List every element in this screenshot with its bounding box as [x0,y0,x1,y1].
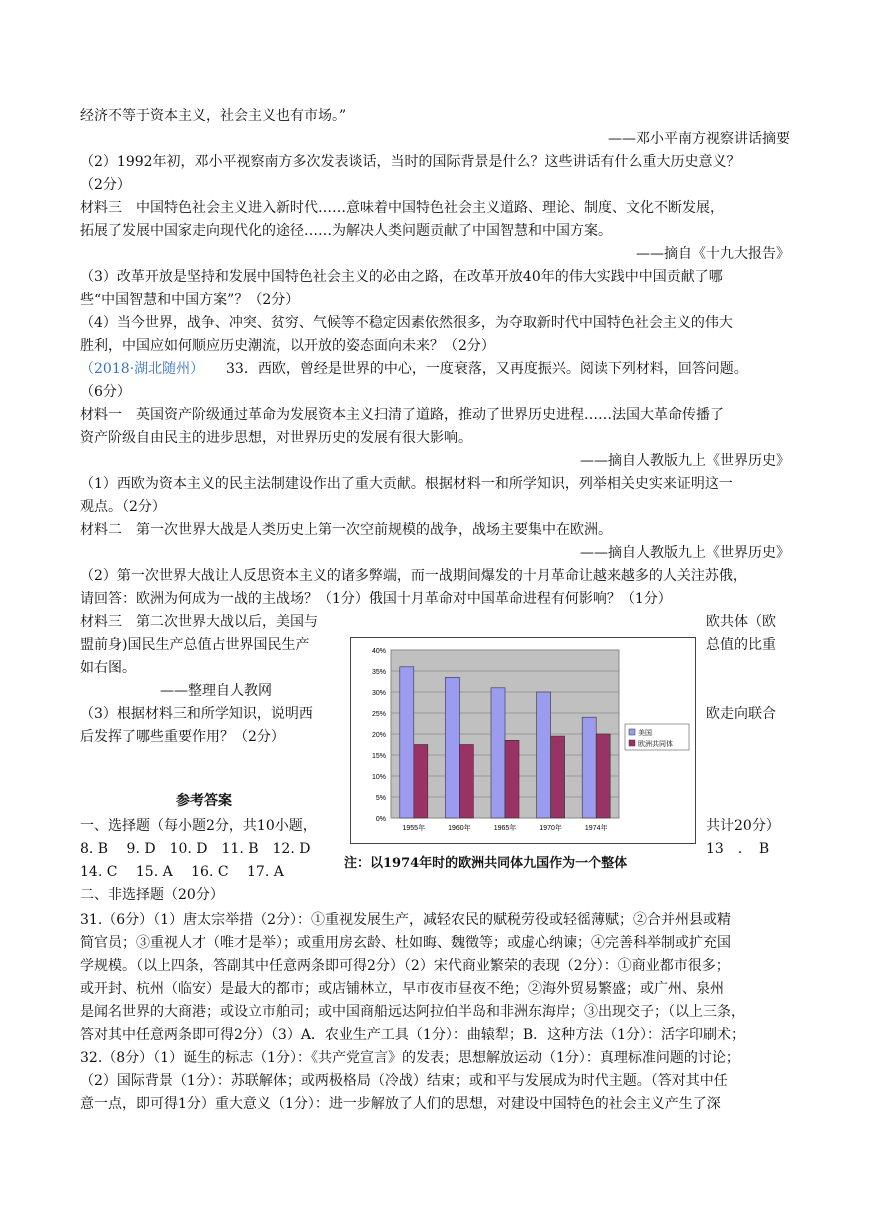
x-tick-label: 1955年 [402,825,426,832]
text-line: 材料三 中国特色社会主义进入新时代……意味着中国特色社会主义道路、理论、制度、文化不断发展， [80,200,724,216]
text-line: 请回答：欧洲为何成为一战的主战场？（1分）俄国十月革命对中国革命进程有何影响？（1分） [80,591,672,607]
y-tick-label: 5% [375,795,386,802]
bar-usa [537,692,551,818]
text-line: 答对其中任意两条即可得2分）（3）A．农业生产工具（1分）：曲辕犁；B．这种方法（1分）：活字印刷术； [80,1027,746,1043]
text-line: （1）西欧为资本主义的民主法制建设作出了重大贡献。根据材料一和所学知识，列举相关史实来证明这一 [80,476,733,492]
text-line: 经济不等于资本主义，社会主义也有市场。” [80,108,347,124]
text-line: 13 ． B [706,841,770,857]
bar-ec [551,736,565,818]
text-line: ——整理自人教网 [160,683,272,699]
text-line: 学规模。（以上四条，答副其中任意两条即可得2分）（2）宋代商业繁荣的表现（2分）：①商业都市很多； [80,958,730,974]
y-tick-label: 15% [371,753,386,760]
y-tick-label: 25% [371,711,386,718]
bar-ec [459,745,473,819]
text-line: 些“中国智慧和中国方案”？（2分） [80,292,300,308]
text-line: 二、非选择题（20分） [80,887,224,903]
legend-label: 美国 [638,730,652,737]
text-line: 8. B 9. D 10. D 11. B 12. D [80,841,311,857]
text-line: （2）国际背景（1分）：苏联解体；或两极格局（冷战）结束；或和平与发展成为时代主题。（答对其中任 [80,1073,728,1089]
bar-ec [596,734,610,818]
text-line: 材料一 英国资产阶级通过革命为发展资本主义扫清了道路，推动了世界历史进程……法国大革命传播了 [80,407,724,423]
text-line: 共计20分） [706,818,780,834]
legend-label: 欧洲共同体 [638,741,673,748]
text-line: ——摘自《十九大报告》 [636,246,790,262]
text-line: ——摘自人教版九上《世界历史》 [580,453,790,469]
bar-usa [445,677,459,818]
x-tick-label: 1970年 [539,825,562,832]
text-line: 拓展了发展中国家走向现代化的途径……为解决人类问题贡献了中国智慧和中国方案。 [80,223,612,239]
text-line: （6分） [80,384,131,400]
text-line: 14. C 15. A 16. C 17. A [80,864,284,880]
y-tick-label: 0% [375,816,386,823]
gnp-share-chart [350,637,696,844]
y-tick-label: 40% [371,648,386,655]
text-line: 是闻名世界的大商港；或设立市舶司；或中国商船远达阿拉伯半岛和非洲东海岸；③出现交子；（以上三条， [80,1004,745,1020]
text-line: （2分） [80,177,131,193]
x-tick-label: 1974年 [584,825,608,832]
y-tick-label: 20% [371,732,386,739]
text-line: （2）第一次世界大战让人反思资本主义的诸多弊端，而一战期间爆发的十月革命让越来越多的人关注苏俄， [80,568,747,584]
text-line: ——邓小平南方视察讲话摘要 [608,131,790,147]
bar-ec [505,740,519,818]
bar-ec [414,745,428,819]
text-line: 盟前身)国民生产总值占世界国民生产 [80,637,310,653]
text-line: 资产阶级自由民主的进步思想，对世界历史的发展有很大影响。 [80,430,472,446]
text-line: 如右图。 [80,660,136,676]
text-line: 意一点，即可得1分）重大意义（1分）：进一步解放了人们的思想，对建设中国特色的社会主义产生了深 [80,1096,721,1112]
chart-canvas [351,638,695,843]
y-tick-label: 35% [371,669,386,676]
text-line: 32.（8分）（1）诞生的标志（1分）：《共产党宣言》的发表；思想解放运动（1分）：真理标准问题的讨论； [80,1050,740,1066]
text-line: 观点。（2分） [80,499,166,515]
chart-note: 注：以1974年时的欧洲共同体九国作为一个整体 [344,856,628,871]
y-tick-label: 30% [371,690,386,697]
text-line: 材料三 第二次世界大战以后，美国与 [80,614,318,630]
text-line: 或开封、杭州（临安）是最大的都市；或店铺林立，早市夜市昼夜不绝；②海外贸易繁盛；或广州、泉州 [80,981,724,997]
source-tag: （2018·湖北随州） [80,361,205,377]
answer-title: 参考答案 [176,793,232,809]
bar-usa [491,688,505,818]
text-line: 材料二 第一次世界大战是人类历史上第一次空前规模的战争，战场主要集中在欧洲。 [80,522,612,538]
x-tick-label: 1965年 [493,825,517,832]
text-line: （3）改革开放是坚持和发展中国特色社会主义的必由之路，在改革开放40年的伟大实践中中国贡献了哪 [80,269,723,285]
text-line: 胜利，中国应如何顺应历史潮流，以开放的姿态面向未来？（2分） [80,338,495,354]
text-line: ——摘自人教版九上《世界历史》 [580,545,790,561]
text-line: （2）1992年初，邓小平视察南方多次发表谈话，当时的国际背景是什么？这些讲话有什么重大历史意义？ [80,154,741,170]
text-line: 欧走向联合 [706,706,776,722]
y-tick-label: 10% [371,774,386,781]
legend-swatch [629,729,635,735]
legend-swatch [629,740,635,746]
text-line: 后发挥了哪些重要作用？（2分） [80,729,285,745]
bar-usa [582,717,596,818]
text-line: 一、选择题（每小题2分，共10小题， [80,818,317,834]
question-stem: 33．西欧，曾经是世界的中心，一度衰落，又再度振兴。阅读下列材料，回答问题。 [226,361,748,377]
text-line: 31.（6分）（1）唐太宗举措（2分）：①重视发展生产，减轻农民的赋税劳役或轻徭薄赋；②合并州县或精 [80,912,731,928]
text-line: 欧共体（欧 [706,614,776,630]
x-tick-label: 1960年 [448,825,471,832]
text-line: 简官员；③重视人才（唯才是举）；或重用房玄龄、杜如晦、魏徵等；或虚心纳谏；④完善科举制或扩充国 [80,935,731,951]
text-line: （3）根据材料三和所学知识，说明西 [80,706,313,722]
text-line: 总值的比重 [706,637,776,653]
bar-usa [400,667,414,818]
text-line: （4）当今世界，战争、冲突、贫穷、气候等不稳定因素依然很多，为夺取新时代中国特色社会主义的伟大 [80,315,733,331]
